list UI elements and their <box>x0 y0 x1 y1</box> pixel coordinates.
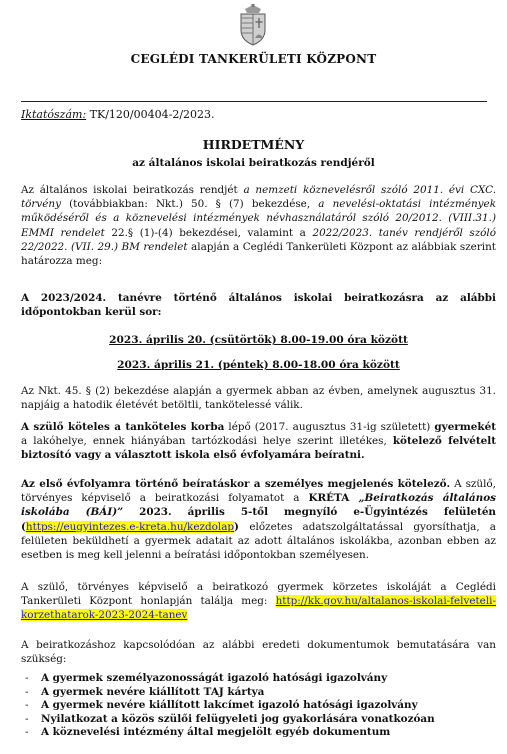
document-item: - A köznevelési intézmény által megjelölt egyéb dokumentum <box>21 726 496 740</box>
hungarian-coat-of-arms-icon <box>236 4 270 46</box>
document-item: - A gyermek nevére kiállított TAJ kártya <box>21 686 496 700</box>
kreta-link[interactable]: https://eugyintezes.e-kreta.hu/kezdolap <box>25 520 235 533</box>
schedule-lead: A 2023/2024. tanévre történő általános iskolai beiratkozásra az alábbi időpontokban kerül sor: <box>21 292 496 319</box>
documents-lead: A beiratkozáshoz kapcsolódóan az alábbi eredeti dokumentumok bemutatására van szükség: <box>21 639 496 666</box>
kreta-paragraph: Az első évfolyamra történő beíratáskor a személyes megjelenés kötelező. A szülő, törvényes képviselő a beiratkozási folyamatot a KRÉTA „Beiratkozás általános iskolába (BÁI)” 2023. április 5-től megnyíló e-Ügyintézés felületén (https://eugyintezes.e-kreta.hu/kezdolap) előzetes adatszolgáltatással gyorsíthatja, a felületen beküldhetí a gyermek adatait az adott általános iskolákba, azonban ebben az esetben is meg kell jelenni a beíratási időpontokban személyesen. <box>21 478 496 562</box>
document-item: - A gyermek nevére kiállított lakcímet igazoló hatósági igazolvány <box>21 699 496 713</box>
eligibility-paragraph: Az Nkt. 45. § (2) bekezdése alapján a gyermek abban az évben, amelynek augusztus 31. napjáig a hatodik életévét betöltli, tankötelessé válik. <box>21 385 496 412</box>
notice-subtitle: az általános iskolai beiratkozás rendjéről <box>132 157 375 169</box>
organization-name: CEGLÉDI TANKERÜLETI KÖZPONT <box>130 52 377 66</box>
enrollment-date-1: 2023. április 20. (csütörtök) 8.00-19.00 óra között <box>109 334 408 346</box>
district-link[interactable]: http://kk.gov.hu/altalanos-iskolai-felveteli-korzethatarok-2023-2024-tanev <box>21 595 496 622</box>
obligation-paragraph: A szülő köteles a tanköteles korba lépő (2017. augusztus 31-ig született) gyermekét a lakóhelye, ennek hiányában tartózkodási helye szerint illetékes, kötelező felvételt biztosító vagy a választott iskola első évfolyamára beíratni. <box>21 421 496 462</box>
header-divider <box>21 101 487 102</box>
documents-list <box>21 672 496 740</box>
notice-title: HIRDETMÉNY <box>202 137 305 152</box>
district-paragraph: A szülő, törvényes képviselő a beiratkozó gyermek körzetes iskoláját a Ceglédi Tankerületi Központ honlapján találja meg: http://kk.gov.hu/altalanos-iskolai-felveteli-korzethatarok-2023-2024-tanev <box>21 581 496 622</box>
reference-number <box>21 108 215 121</box>
document-item: - Nyilatkozat a közös szülői felügyeleti jog gyakorlására vonatkozóan <box>21 713 496 727</box>
reference-value: TK/120/00404-2/2023. <box>89 108 215 121</box>
enrollment-date-2: 2023. április 21. (péntek) 8.00-18.00 óra között <box>117 359 400 371</box>
reference-label: Iktatószám: <box>21 108 87 121</box>
intro-paragraph: Az általános iskolai beiratkozás rendjét a nemzeti köznevelésről szóló 2011. évi CXC. törvény (továbbiakban: Nkt.) 50. § (7) bekezdése, a nevelési-oktatási intézmények működéséről és a köznevelési intézmények névhasználatáról szóló 20/2012. (VIII.31.) EMMI rendelet 22.§ (1)-(4) bekezdései, valamint a 2022/2023. tanév rendjéről szóló 22/2022. (VII. 29.) BM rendelet alapján a Ceglédi Tankerületi Központ az alábbiak szerint határozza meg: <box>21 184 497 268</box>
document-item: - A gyermek személyazonosságát igazoló hatósági igazolvány <box>21 672 496 686</box>
